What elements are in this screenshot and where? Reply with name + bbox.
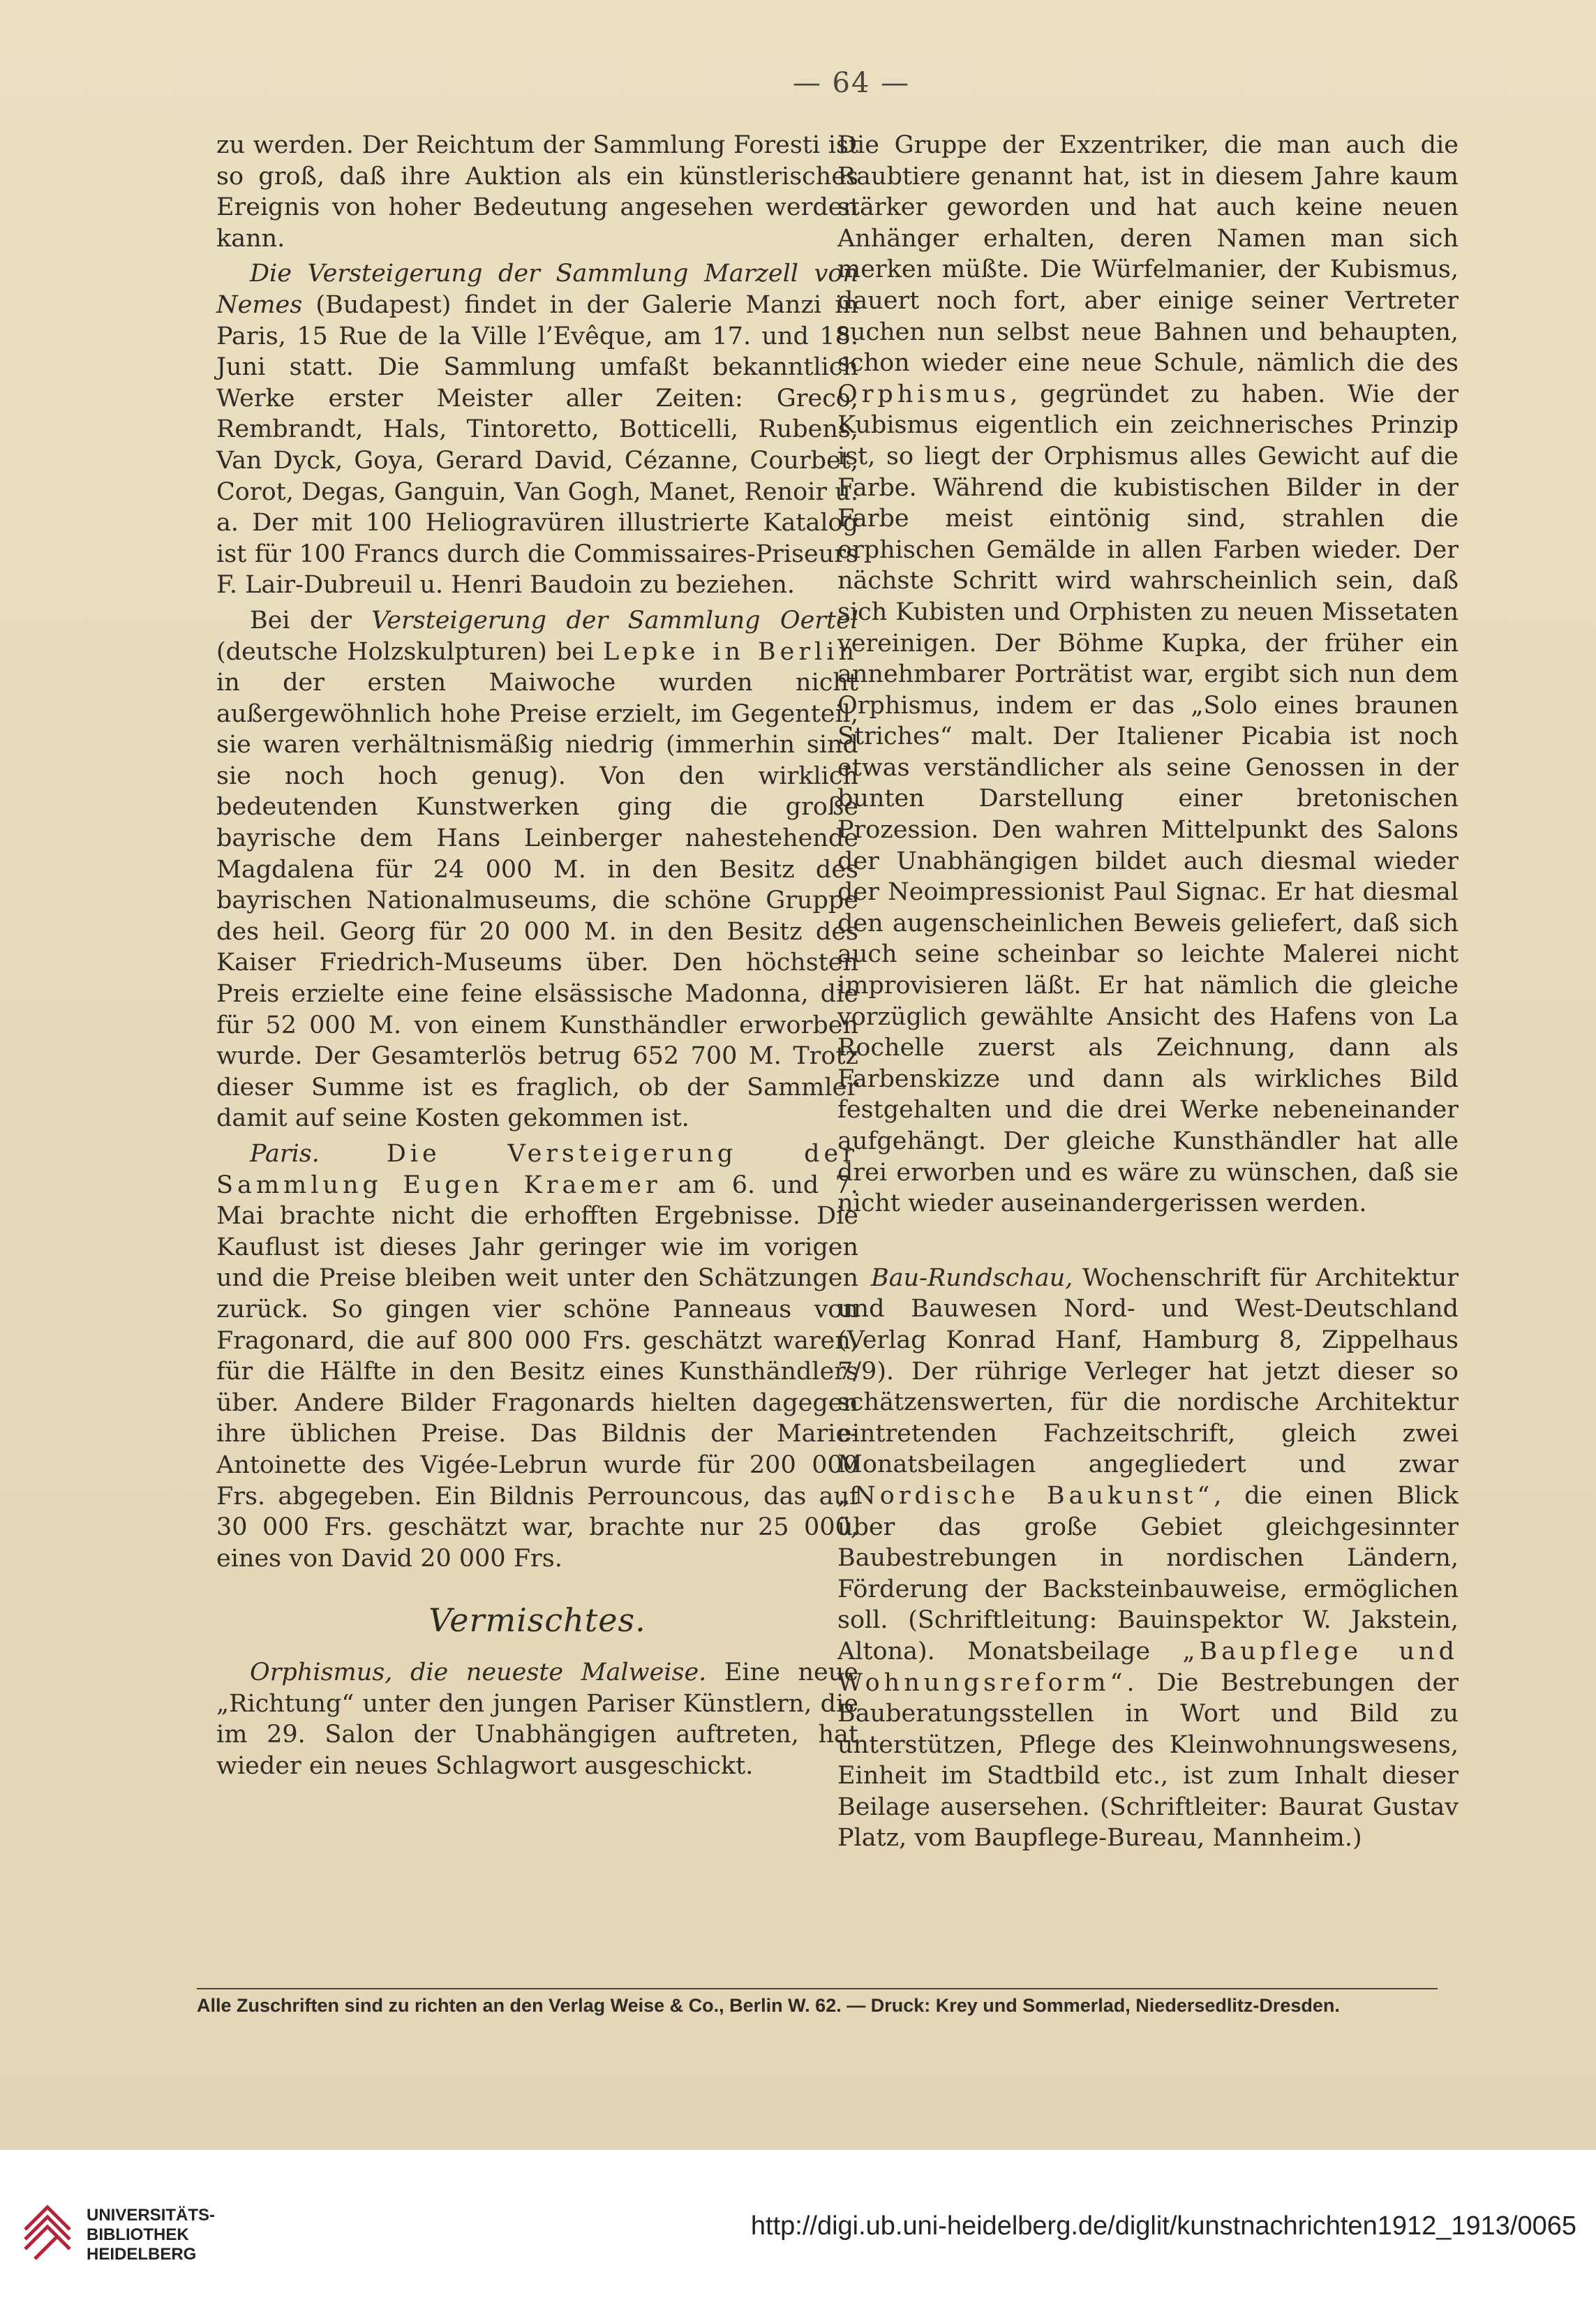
paragraph-gap (837, 1224, 1459, 1263)
text-bau-b: , die einen Blick über das große Gebiet gleichgesinnter Baubestrebungen in nordischen Ländern, Förderung der Backsteinbauweise, ermöglichen soll. (Schriftleitung: Bauinspektor W. Jakstein, Altona). Monatsbeilage (837, 1481, 1459, 1665)
text-oertel-b: in der ersten Maiwoche wurden nicht außergewöhnlich hohe Preise erzielt, im Gegenteil, sie waren verhältnismäßig niedrig (immerhin sind sie noch hoch genug). Von den wirklich bedeutenden Kunstwerken ging die große bayrische dem Hans Leinberger nahestehende Magdalena für 24 000 M. in den Besitz des bayrischen Nationalmuseums, die schöne Gruppe des heil. Georg für 20 000 M. in den Besitz des Kaiser Friedrich-Museums über. Den höchsten Preis erzielte eine feine elsässische Madonna, die für 52 000 M. von einem Kunsthändler erworben wurde. Der Gesamterlös betrug 652 700 M. Trotz dieser Summe ist es fraglich, ob der Sammler damit auf seine Kosten gekommen ist. (216, 669, 858, 1133)
text-paris: am 6. und 7. Mai brachte nicht die erhofften Ergebnisse. Die Kauflust ist dieses Jahr geringer wie im vorigen und die Preise bleiben weit unter den Schätzungen zurück. So gingen vier schöne Panneaus von Fragonard, die auf 800 000 Frs. geschätzt waren, für die Hälfte in den Besitz eines Kunsthändlers über. Andere Bilder Fragonards hielten dagegen ihre üblichen Preise. Das Bildnis der Marie-Antoinette des Vigée-Lebrun wurde für 200 000 Frs. abgegeben. Ein Bildnis Perrouncous, das auf 30 000 Frs. geschätzt war, brachte nur 25 000, eines von David 20 000 Frs. (216, 1171, 858, 1573)
text-bau-c: . Die Bestrebungen der Bauberatungsstellen in Wort und Bild zu unterstützen, Pflege des Kleinwohnungswesens, Einheit im Stadtbild etc., ist zum Inhalt dieser Beilage ausersehen. (Schriftleiter: Baurat Gustav Platz, vom Baupflege-Bureau, Mannheim.) (837, 1668, 1459, 1853)
paragraph-bau-rundschau (837, 1263, 1459, 1854)
right-column (837, 130, 1459, 1858)
left-column (216, 130, 858, 1786)
footer-rule (197, 1988, 1438, 1989)
library-line-2: BIBLIOTHEK (87, 2225, 189, 2244)
paragraph-paris (216, 1138, 858, 1574)
text-nemes: (Budapest) findet in der Galerie Manzi in Paris, 15 Rue de la Ville l’Evêque, am 17. und 18. Juni statt. Die Sammlung umfaßt bekanntlich Werke erster Meister aller Zeiten: Greco, Rembrandt, Hals, Tintoretto, Botticelli, Rubens, Van Dyck, Goya, Gerard David, Cézanne, Courbet, Corot, Degas, Ganguin, Van Gogh, Manet, Renoir u. a. Der mit 100 Heliogravüren illustrierte Katalog ist für 100 Francs durch die Commissaires-Priseurs F. Lair-Dubreuil u. Henri Baudoin zu beziehen. (216, 290, 858, 600)
footer-imprint: Alle Zuschriften sind zu richten an den Verlag Weise & Co., Berlin W. 62. — Druck: Krey und Sommerlad, Niedersedlitz-Dresden. (197, 1995, 1340, 2016)
spaced-nordische-baukunst: „Nordische Baukunst“ (837, 1481, 1214, 1510)
text-exzentriker: Die Gruppe der Exzentriker, die man auch die Raubtiere genannt hat, ist in diesem Jahre kaum stärker geworden und hat auch keine neuen Anhänger erhalten, deren Namen man sich merken müßte. Die Würfelmanier, der Kubismus, dauert noch fort, aber einige seiner Vertreter suchen nun selbst neue Bahnen und behaupten, schon wieder eine neue Schule, nämlich die des (837, 131, 1459, 378)
text-orphismus: Eine neue „Richtung“ unter den jungen Pariser Künstlern, die im 29. Salon der Unabhängigen auftreten, hat wieder ein neues Schlagwort ausgeschickt. (216, 1658, 858, 1780)
spaced-kraemer: Die Versteigerung der Sammlung Eugen Kraemer (216, 1140, 858, 1199)
ub-heidelberg-logo-icon (20, 2199, 75, 2262)
heading-bau-rundschau: Bau-Rundschau, (871, 1263, 1073, 1292)
heading-nemes: Die Versteigerung der Sammlung Marzell von Nemes (216, 260, 858, 319)
paragraph-oertel (216, 605, 858, 1134)
heading-orphismus: Orphismus, die neueste Malweise. (250, 1658, 707, 1686)
paragraph-nemes (216, 258, 858, 601)
source-url[interactable]: http://digi.ub.uni-heidelberg.de/diglit/kunstnachrichten1912_1913/0065 (750, 2211, 1576, 2241)
lead-oertel: Bei der (250, 606, 372, 635)
spaced-baupflege: „Baupflege und Wohnungsreform“ (837, 1637, 1459, 1697)
heading-oertel: Versteigerung der Sammlung Oertel (371, 606, 858, 635)
text-oertel-a: (deutsche Holzskulpturen) bei (216, 637, 604, 666)
spaced-orphismus: Orphismus (837, 380, 1010, 408)
text-bau-a: Wochenschrift für Architektur und Bauwesen Nord- und West-Deutschland (Verlag Konrad Hanf, Hamburg 8, Zippelhaus 7/9). Der rührige Verleger hat jetzt dieser so schätzenswerten, für die nordische Architektur eintretenden Fachzeitschrift, gleich zwei Monatsbeilagen angegliedert und zwar (837, 1263, 1459, 1479)
library-line-1: UNIVERSITÄTS- (87, 2206, 216, 2225)
library-name (87, 2206, 215, 2264)
heading-paris: Paris. (250, 1140, 320, 1168)
spaced-lepke: Lepke in Berlin (603, 637, 858, 666)
text-exzentriker-rest: , gegründet zu haben. Wie der Kubismus eigentlich ein zeichnerisches Prinzip ist, so liegt der Orphismus alles Gewicht auf die Farbe. Während die kubistischen Bilder in der Farbe meist eintönig sind, strahlen die orphischen Gemälde in allen Farben wieder. Der nächste Schritt wird wahrscheinlich sein, daß sich Kubisten und Orphisten zu neuen Missetaten vereinigen. Der Böhme Kupka, der früher ein annehmbarer Porträtist war, ergibt sich nun dem Orphismus, indem er das „Solo eines braunen Striches“ malt. Der Italiener Picabia ist noch etwas verständlicher als seine Genossen in der bunten Darstellung einer bretonischen Prozession. Den wahren Mittelpunkt des Salons der Unabhängigen bildet auch diesmal wieder der Neoimpressionist Paul Signac. Er hat diesmal den augenscheinlichen Beweis geliefert, daß sich auch seine scheinbar so leichte Malerei nicht improvisieren läßt. Er hat nämlich die gleiche vorzüglich gewählte Ansicht des Hafens von La Rochelle zuerst als Zeichnung, dann als Farbenskizze und dann als wirkliches Bild festgehalten und die drei Werke nebeneinander aufgehängt. Der gleiche Kunsthändler hat alle drei erworben und es wäre zu wünschen, daß sie nicht wieder auseinandergerissen werden. (837, 380, 1459, 1218)
paragraph-orphismus (216, 1657, 858, 1781)
section-heading-vermischtes: Vermischtes. (428, 1601, 646, 1640)
page-number: — 64 — (792, 67, 911, 99)
library-line-3: HEIDELBERG (87, 2245, 197, 2264)
paragraph-exzentriker (837, 130, 1459, 1219)
paragraph-foresti: zu werden. Der Reichtum der Sammlung Foresti ist so groß, daß ihre Auktion als ein künstlerisches Ereignis von hoher Bedeutung angesehen werden kann. (216, 131, 858, 253)
